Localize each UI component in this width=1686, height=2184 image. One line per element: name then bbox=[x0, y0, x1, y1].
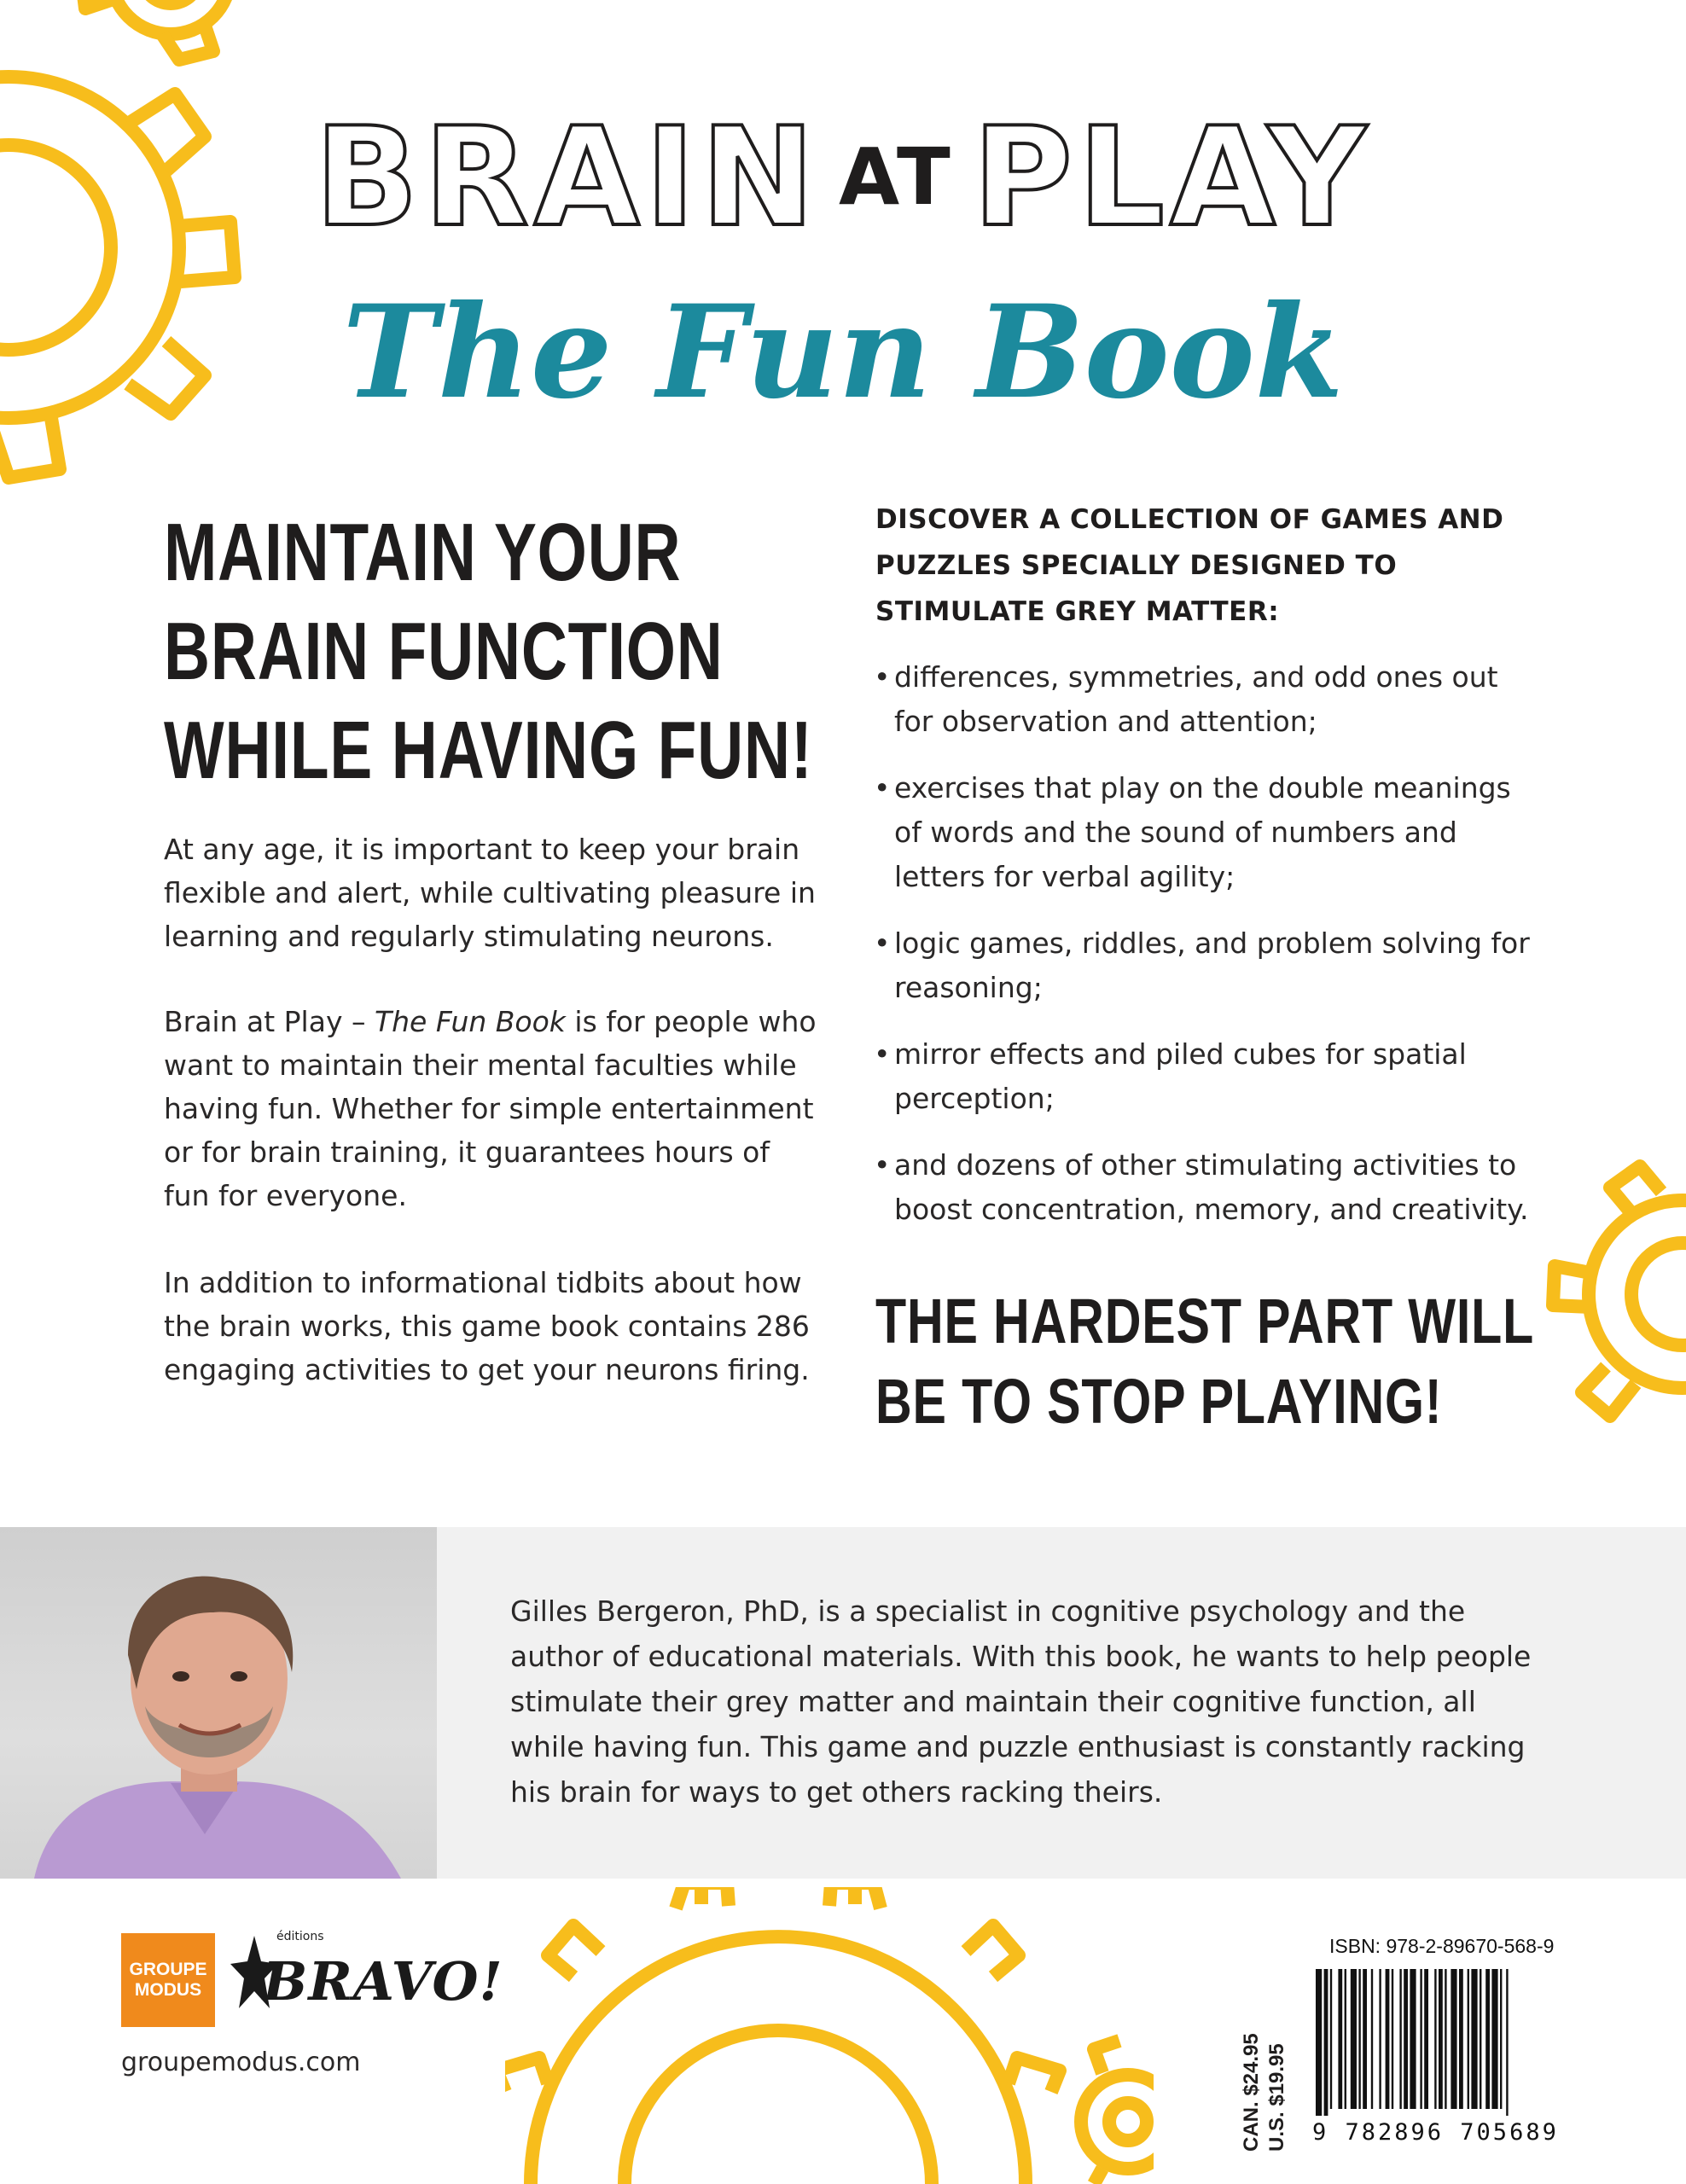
barcode-bar bbox=[1316, 1969, 1322, 2116]
barcode-bar bbox=[1351, 1969, 1357, 2109]
gear-bottom-icon bbox=[505, 1887, 1154, 2184]
barcode-bar bbox=[1491, 1969, 1497, 2109]
title-word-brain: BRAIN bbox=[314, 97, 820, 257]
barcode-bar bbox=[1358, 1969, 1360, 2109]
left-headline-line: BRAIN FUNCTION bbox=[164, 606, 724, 697]
barcode-bar bbox=[1506, 1969, 1508, 2116]
right-headline-line: THE HARDEST PART WILL bbox=[875, 1286, 1535, 1356]
list-item: • and dozens of other stimulating activities to boost concentration, memory, and creativity. bbox=[874, 1143, 1539, 1232]
barcode-bar bbox=[1379, 1969, 1381, 2109]
list-item: • differences, symmetries, and odd ones out for observation and attention; bbox=[874, 655, 1539, 744]
barcode-block bbox=[1312, 1935, 1560, 2150]
price-us: U.S. $19.95 bbox=[1265, 2043, 1288, 2152]
discover-lead: DISCOVER A COLLECTION OF GAMES AND PUZZLES SPECIALLY DESIGNED TO STIMULATE GREY MATTER: bbox=[875, 504, 1504, 627]
bravo-editions: éditions bbox=[276, 1930, 324, 1943]
book-title bbox=[0, 97, 1686, 257]
barcode-bar bbox=[1363, 1969, 1367, 2109]
barcode-bar bbox=[1420, 1969, 1421, 2109]
intro-paragraph bbox=[164, 828, 821, 958]
price-block bbox=[1239, 1943, 1302, 2152]
title-word-at: AT bbox=[839, 131, 954, 223]
barcode-bar bbox=[1445, 1969, 1446, 2109]
barcode-bar bbox=[1485, 1969, 1490, 2109]
activity-list bbox=[874, 655, 1539, 1254]
barcode-bar bbox=[1480, 1969, 1481, 2109]
left-headline bbox=[164, 503, 829, 800]
author-bio: Gilles Bergeron, PhD, is a specialist in cognitive psychology and the author of educational materials. With this book, he wants to help people stimulate their grey matter and maintain their cognitive function, all while having fun. This game and puzzle enthusiast is constantly racking his brain for ways to get others racking theirs. bbox=[510, 1594, 1532, 1809]
audience-paragraph bbox=[164, 1000, 821, 1217]
left-headline-line: WHILE HAVING FUN! bbox=[164, 705, 813, 796]
publisher-website: groupemodus.com bbox=[121, 2048, 361, 2077]
modus-line1: GROUPE bbox=[129, 1960, 207, 1979]
barcode-icon bbox=[1312, 1969, 1560, 2116]
author-portrait-icon bbox=[0, 1527, 437, 1879]
barcode-bar bbox=[1404, 1969, 1408, 2109]
barcode-bar bbox=[1424, 1969, 1428, 2109]
audience-suffix: is for people who want to maintain their mental faculties while having fun. Whether for simple entertainment or for brain training, it guarantees hours of fun for everyone. bbox=[164, 1005, 817, 1212]
list-item: • logic games, riddles, and problem solving for reasoning; bbox=[874, 921, 1539, 1010]
bravo-logo bbox=[229, 1926, 503, 2029]
barcode-bar bbox=[1330, 1969, 1332, 2109]
barcode-bar bbox=[1392, 1969, 1393, 2109]
barcode-bar bbox=[1434, 1969, 1436, 2109]
audience-prefix: Brain at Play – bbox=[164, 1005, 375, 1038]
barcode-bar bbox=[1439, 1969, 1443, 2109]
list-item: • mirror effects and piled cubes for spatial perception; bbox=[874, 1032, 1539, 1121]
right-headline bbox=[875, 1281, 1558, 1442]
barcode-bar bbox=[1345, 1969, 1346, 2109]
barcode-bar bbox=[1338, 1969, 1342, 2109]
barcode-bar bbox=[1410, 1969, 1416, 2109]
isbn-text: ISBN: 978-2-89670-568-9 bbox=[1329, 1935, 1555, 1957]
barcode-bar bbox=[1386, 1969, 1390, 2109]
barcode-digits: 9 782896 705689 bbox=[1312, 2119, 1559, 2146]
barcode-bar bbox=[1500, 1969, 1502, 2109]
modus-line2: MODUS bbox=[134, 1980, 202, 2000]
price-can: CAN. $24.95 bbox=[1240, 2033, 1263, 2152]
barcode-bar bbox=[1468, 1969, 1469, 2109]
barcode-bar bbox=[1371, 1969, 1373, 2109]
barcode-bar bbox=[1399, 1969, 1401, 2109]
groupe-modus-logo bbox=[121, 1933, 215, 2027]
title-word-play: PLAY bbox=[972, 97, 1372, 257]
gear-top-left-icon bbox=[0, 0, 384, 529]
barcode-bar bbox=[1451, 1969, 1456, 2109]
bravo-word: BRAVO! bbox=[263, 1950, 503, 2013]
content-text: In addition to informational tidbits about how the brain works, this game book contains 286 engaging activities to get your neurons firing. bbox=[164, 1266, 810, 1386]
right-headline-line: BE TO STOP PLAYING! bbox=[875, 1366, 1443, 1437]
content-paragraph bbox=[164, 1261, 821, 1391]
barcode-bar bbox=[1471, 1969, 1477, 2109]
barcode-bar bbox=[1459, 1969, 1463, 2109]
barcode-bar bbox=[1324, 1969, 1328, 2116]
list-item: • exercises that play on the double meanings of words and the sound of numbers and letters for verbal agility; bbox=[874, 766, 1539, 899]
book-subtitle: The Fun Book bbox=[342, 277, 1344, 427]
audience-book-name: The Fun Book bbox=[374, 1005, 566, 1038]
left-headline-line: MAINTAIN YOUR bbox=[164, 507, 682, 598]
intro-text: At any age, it is important to keep your brain flexible and alert, while cultivating pleasure in learning and regularly stimulating neurons. bbox=[164, 833, 816, 953]
